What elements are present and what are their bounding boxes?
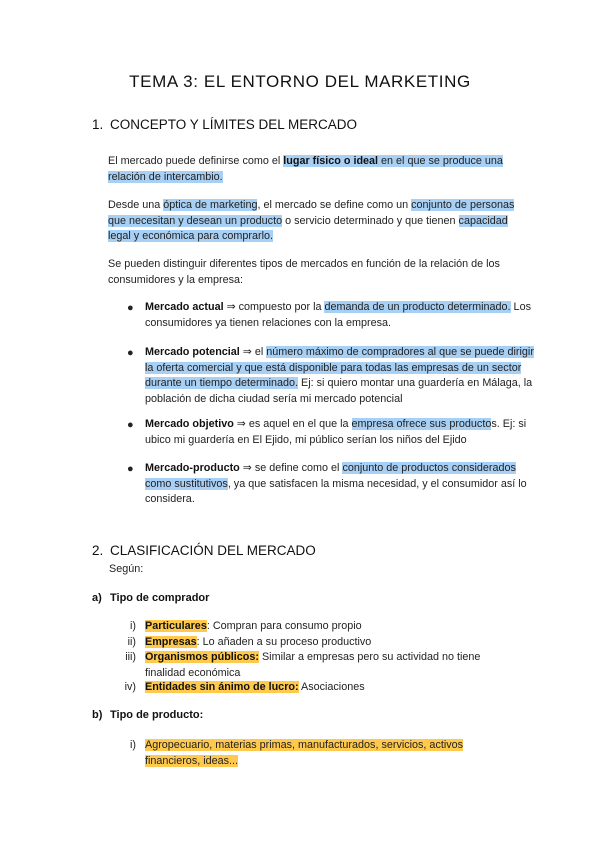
highlight-conjunto-personas: conjunto de personas que necesitan y desean un producto [108,199,515,227]
paragraph-marketing-view: Desde una óptica de marketing, el mercado se define como un conjunto de personas que necesitan y desean un producto o servicio determinado y que tienen capacidad legal y económica para comprarlo. [108,199,515,242]
list-marker: ii) [127,636,136,648]
section-2-number: 2. [92,543,104,558]
section-2-intro: Según: [109,563,144,575]
subsection-a-heading: a) Tipo de comprador [92,592,210,604]
list-item-product-types: Agropecuario, materias primas, manufacturados, servicios, activos financieros, ideas... [145,739,464,767]
bullet-icon: ● [127,302,134,314]
document-title: TEMA 3: EL ENTORNO DEL MARKETING [129,72,471,91]
list-item-entidades-sin-animo: Entidades sin ánimo de lucro: Asociaciones [145,681,365,693]
section-1-number: 1. [92,117,104,132]
list-item-mercado-potencial: Mercado potencial ⇒ el número máximo de compradores al que se puede dirigir la oferta comercial y que está disponible para todas las empresas de un sector durante un tiempo determinado. Ej: si quiero montar una guardería en Málaga, la población de dicha ciudad sería mi mercado potencial [145,346,534,405]
list-item-empresas: Empresas: Lo añaden a su proceso productivo [145,636,372,648]
bullet-icon: ● [127,463,134,475]
highlight-optica-marketing: óptica de marketing [163,199,258,211]
list-marker: iii) [125,651,136,663]
list-item-mercado-actual: Mercado actual ⇒ compuesto por la demanda de un producto determinado. Los consumidores ya tienen relaciones con la empresa. [145,301,531,329]
section-2-heading [92,543,316,558]
paragraph-market-definition: El mercado puede definirse como el lugar físico o ideal en el que se produce una relación de intercambio. [108,155,503,183]
paragraph-market-types-intro: Se pueden distinguir diferentes tipos de mercados en función de la relación de los consumidores y la empresa: [108,258,500,286]
list-marker: iv) [124,681,136,693]
list-marker: i) [130,620,136,632]
subsection-b-heading: b) Tipo de producto: [92,709,204,721]
highlight-capacidad-legal: capacidad legal y económica para comprarlo. [108,214,508,242]
list-item-mercado-objetivo: Mercado objetivo ⇒ es aquel en el que la empresa ofrece sus productos. Ej: si ubico mi guardería en El Ejido, mi público serían los niños del Ejido [145,418,527,446]
list-marker: i) [130,739,136,751]
section-1-title: CONCEPTO Y LÍMITES DEL MERCADO [110,117,358,132]
list-item-mercado-producto: Mercado-producto ⇒ se define como el conjunto de productos considerados como sustitutivos, ya que satisfacen la misma necesidad, y el consumidor así lo considera. [145,462,527,505]
list-item-organismos-publicos: Organismos públicos: Similar a empresas pero su actividad no tiene finalidad económica [145,651,481,679]
highlight-lugar-fisico: lugar físico o ideal [283,155,379,167]
bullet-icon: ● [127,419,134,431]
bullet-icon: ● [127,347,134,359]
section-1-heading [92,117,357,132]
highlight-relacion-intercambio: en el que se produce una relación de intercambio. [108,155,503,183]
section-2-title: CLASIFICACIÓN DEL MERCADO [110,543,316,558]
list-item-particulares: Particulares: Compran para consumo propio [145,620,362,632]
